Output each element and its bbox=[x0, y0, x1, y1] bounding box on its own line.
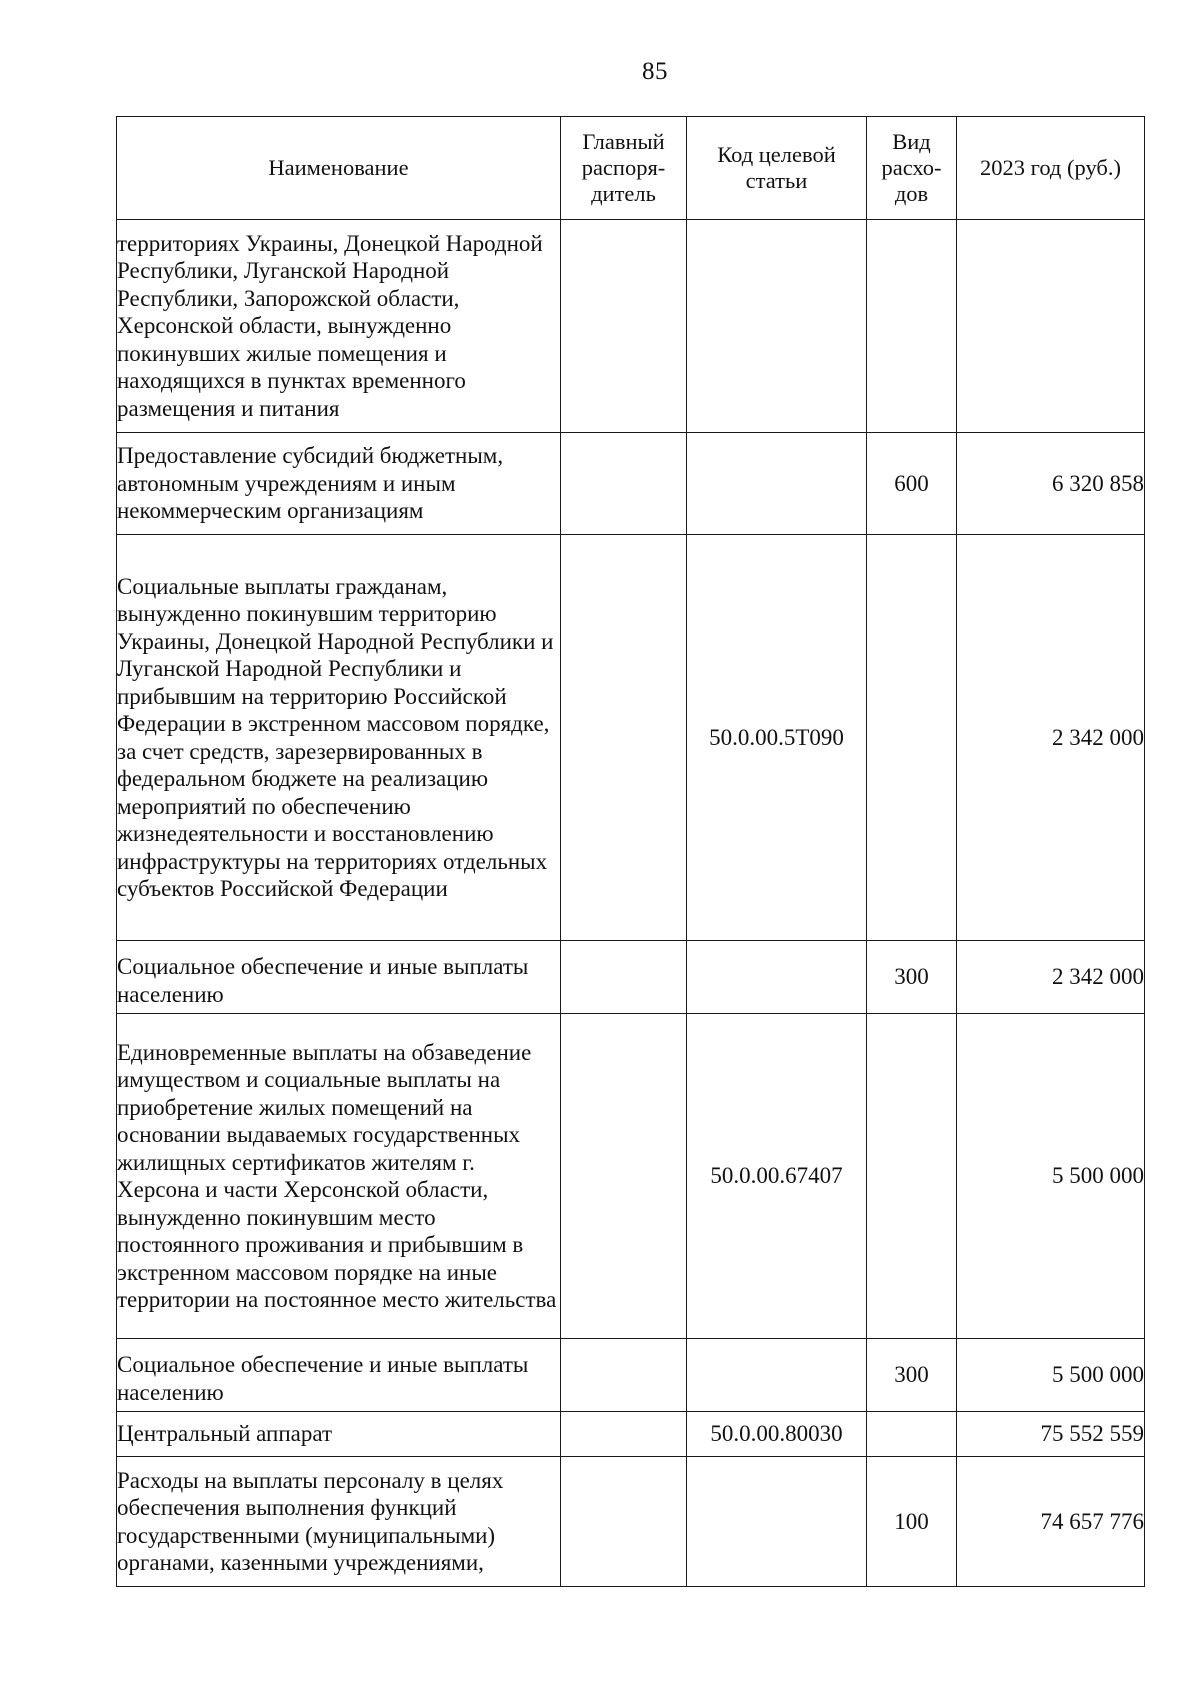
cell-name: Центральный аппарат bbox=[117, 1412, 561, 1457]
budget-table bbox=[116, 116, 1145, 1587]
cell-amount: 74 657 776 bbox=[957, 1457, 1145, 1587]
header-year: 2023 год (руб.) bbox=[957, 117, 1145, 220]
cell-name: Предоставление субсидий бюджетным, автономным учреждениям и иным некоммерческим организациям bbox=[117, 433, 561, 535]
cell-name: Единовременные выплаты на обзаведение имуществом и социальные выплаты на приобретение жилых помещений на основании выдаваемых государственных жилищных сертификатов жителям г. Херсона и части Херсонской области, вынужденно покинувшим место постоянного проживания и прибывшим в экстренном массовом порядке на иные территории на постоянное место жительства bbox=[117, 1014, 561, 1339]
cell-amount: 2 342 000 bbox=[957, 535, 1145, 941]
cell-expense-kind bbox=[867, 535, 957, 941]
cell-main-manager bbox=[561, 1412, 687, 1457]
cell-target-code bbox=[687, 1339, 867, 1412]
cell-name: Социальные выплаты гражданам, вынужденно покинувшим территорию Украины, Донецкой Народной Республики и Луганской Народной Республики и прибывшим на территорию Российской Федерации в экстренном массовом порядке, за счет средств, зарезервированных в федеральном бюджете на реализацию мероприятий по обеспечению жизнедеятельности и восстановлению инфраструктуры на территориях отдельных субъектов Российской Федерации bbox=[117, 535, 561, 941]
cell-name: Расходы на выплаты персоналу в целях обеспечения выполнения функций государственными (муниципальными) органами, казенными учреждениями, bbox=[117, 1457, 561, 1587]
cell-expense-kind bbox=[867, 1412, 957, 1457]
cell-target-code bbox=[687, 220, 867, 433]
cell-name: Социальное обеспечение и иные выплаты населению bbox=[117, 1339, 561, 1412]
cell-expense-kind: 300 bbox=[867, 1339, 957, 1412]
cell-target-code bbox=[687, 433, 867, 535]
table-row bbox=[117, 1339, 1145, 1412]
cell-expense-kind bbox=[867, 220, 957, 433]
cell-amount: 2 342 000 bbox=[957, 941, 1145, 1014]
cell-target-code: 50.0.00.80030 bbox=[687, 1412, 867, 1457]
cell-target-code bbox=[687, 1457, 867, 1587]
cell-main-manager bbox=[561, 1014, 687, 1339]
cell-target-code: 50.0.00.5Т090 bbox=[687, 535, 867, 941]
table-row bbox=[117, 220, 1145, 433]
header-main-manager: Главный распоря-дитель bbox=[561, 117, 687, 220]
cell-name: территориях Украины, Донецкой Народной Республики, Луганской Народной Республики, Запорожской области, Херсонской области, вынужденно покинувших жилые помещения и находящихся в пунктах временного размещения и питания bbox=[117, 220, 561, 433]
header-name: Наименование bbox=[117, 117, 561, 220]
table-row bbox=[117, 1457, 1145, 1587]
cell-expense-kind: 300 bbox=[867, 941, 957, 1014]
cell-amount: 5 500 000 bbox=[957, 1339, 1145, 1412]
table-row bbox=[117, 535, 1145, 941]
table-row bbox=[117, 1014, 1145, 1339]
cell-expense-kind: 100 bbox=[867, 1457, 957, 1587]
cell-main-manager bbox=[561, 941, 687, 1014]
cell-main-manager bbox=[561, 1457, 687, 1587]
header-expense-kind: Вид расхо-дов bbox=[867, 117, 957, 220]
header-target-code: Код целевой статьи bbox=[687, 117, 867, 220]
table-row bbox=[117, 433, 1145, 535]
table-row bbox=[117, 941, 1145, 1014]
cell-main-manager bbox=[561, 433, 687, 535]
cell-amount bbox=[957, 220, 1145, 433]
cell-expense-kind: 600 bbox=[867, 433, 957, 535]
cell-main-manager bbox=[561, 1339, 687, 1412]
cell-main-manager bbox=[561, 535, 687, 941]
table-row bbox=[117, 1412, 1145, 1457]
cell-amount: 6 320 858 bbox=[957, 433, 1145, 535]
cell-target-code bbox=[687, 941, 867, 1014]
cell-expense-kind bbox=[867, 1014, 957, 1339]
header-row bbox=[117, 117, 1145, 220]
cell-main-manager bbox=[561, 220, 687, 433]
cell-name: Социальное обеспечение и иные выплаты населению bbox=[117, 941, 561, 1014]
page-number: 85 bbox=[642, 58, 668, 85]
cell-amount: 5 500 000 bbox=[957, 1014, 1145, 1339]
cell-target-code: 50.0.00.67407 bbox=[687, 1014, 867, 1339]
cell-amount: 75 552 559 bbox=[957, 1412, 1145, 1457]
